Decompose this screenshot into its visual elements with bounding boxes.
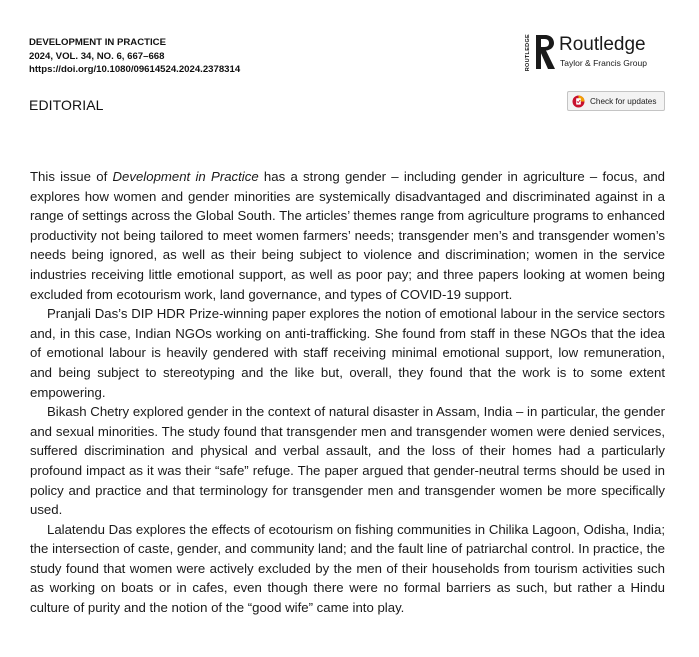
paragraph: Bikash Chetry explored gender in the context of natural disaster in Assam, India – in particular, the gender and sexual minorities. The study found that transgender men and transgender women were denied services, suffered discrimination and physical and verbal assault, and the loss of their homes had a particularly profound impact as it was their “safe” refuge. The paper argued that gender-neutral terms should be used in policy and practice and that terminology for transgender men and transgender women be more specifically used.	[30, 404, 665, 518]
paragraph: Pranjali Das’s DIP HDR Prize-winning paper explores the notion of emotional labour in the service sectors and, in this case, Indian NGOs working on anti-trafficking. She found from staff in these NGOs that the idea of emotional labour is heavily gendered with staff receiving minimal emotional support, low remuneration, and being subject to stereotyping and the like but, overall, they found that the work is to some extent empowering.	[30, 306, 665, 400]
journal-doi-link[interactable]: https://doi.org/10.1080/09614524.2024.2378314	[29, 64, 241, 76]
publisher-group: Taylor & Francis Group	[560, 58, 647, 68]
paragraph: This issue of Development in Practice has a strong gender – including gender in agriculture – focus, and explores how women and gender minorities are systemically disadvantaged and discriminated against in a range of settings across the Global South. The articles’ themes range from agriculture programs to enhanced productivity not being tailored to meet women farmers’ needs; transgender men’s and transgender women’s needs being ignored, as well as their being subject to violence and discrimination; women in the service industries receiving little emotional support, as well as poor pay; and three papers looking at women being excluded from ecotourism work, land governance, and types of COVID-19 support.	[30, 169, 665, 302]
paragraph: Lalatendu Das explores the effects of ecotourism on fishing communities in Chilika Lagoon, Odisha, India; the intersection of caste, gender, and community land; and the fault line of patriarchal control. In practice, the study found that women were actively excluded by the men of their households from tourism activities such as working on boats or in cafes, even though there were no formal barriers as such, but rather a Hindu culture of purity and the notion of the “good wife” came into play.	[30, 521, 665, 616]
routledge-r-icon	[534, 33, 556, 71]
publisher-logo[interactable]	[523, 31, 673, 76]
check-for-updates-label: Check for updates	[590, 96, 657, 106]
journal-issue: 2024, VOL. 34, NO. 6, 667–668	[29, 50, 165, 62]
publisher-name: Routledge	[559, 34, 646, 55]
publisher-vertical-label: ROUTLEDGE	[525, 34, 531, 72]
journal-name: DEVELOPMENT IN PRACTICE	[29, 37, 166, 48]
check-for-updates-button[interactable]	[567, 91, 665, 111]
section-label: EDITORIAL	[29, 97, 104, 113]
journal-header	[29, 36, 240, 77]
crossmark-icon	[572, 95, 585, 108]
article-body	[30, 167, 665, 618]
